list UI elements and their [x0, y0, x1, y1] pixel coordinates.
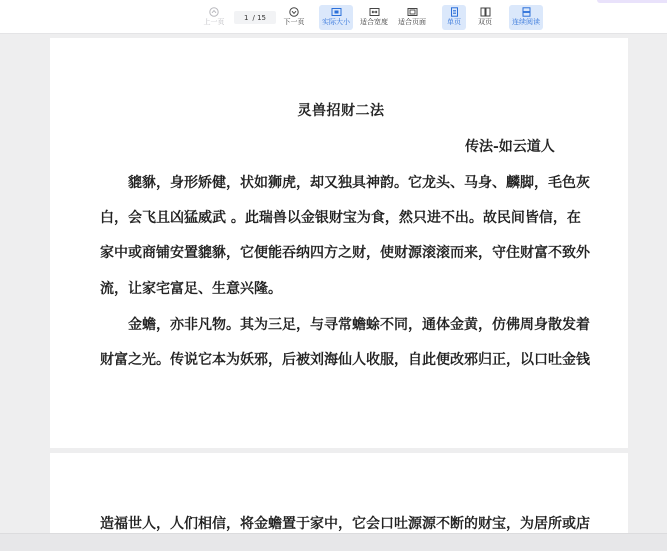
fit-width-label: 适合宽度 [360, 18, 388, 26]
double-page-icon [480, 7, 491, 17]
single-page-label: 单页 [447, 18, 461, 26]
prev-page-label: 上一页 [203, 18, 225, 26]
document-title: 灵兽招财二法 [297, 103, 385, 119]
fit-page-icon [407, 7, 418, 17]
page-indicator[interactable] [234, 11, 276, 24]
double-page-label: 双页 [478, 18, 492, 26]
reader-toolbar [0, 0, 667, 34]
next-page-button[interactable] [281, 5, 307, 30]
actual-size-label: 实际大小 [322, 18, 350, 26]
fit-width-icon [369, 7, 380, 17]
paragraph-line: 金蟾，亦非凡物。其为三足，与寻常蟾蜍不同，通体金黄，仿佛周身散发着 [100, 317, 590, 333]
fit-page-label: 适合页面 [398, 18, 426, 26]
single-page-icon [450, 7, 459, 17]
paragraph-line: 流，让家宅富足、生意兴隆。 [100, 281, 282, 297]
next-page-label: 下一页 [283, 18, 305, 26]
continuous-read-button[interactable] [509, 5, 543, 30]
single-page-button[interactable] [442, 5, 466, 30]
fit-page-button[interactable] [396, 5, 428, 30]
double-page-button[interactable] [473, 5, 497, 30]
arrow-down-circle-icon [289, 7, 299, 17]
total-pages: / 15 [252, 13, 266, 22]
current-page-input[interactable]: 1 [244, 13, 249, 22]
paragraph-line: 貔貅，身形矫健，状如狮虎，却又独具神韵。它龙头、马身、麟脚，毛色灰 [100, 175, 590, 191]
fit-width-button[interactable] [358, 5, 390, 30]
continuous-scroll-icon [521, 7, 532, 17]
actual-size-icon [331, 7, 342, 17]
paragraph-line: 财富之光。传说它本为妖邪，后被刘海仙人收服，自此便改邪归正，以口吐金钱 [100, 352, 590, 368]
paragraph-line: 造福世人，人们相信，将金蟾置于家中，它会口吐源源不断的财宝，为居所或店 [100, 516, 590, 532]
actual-size-button[interactable] [319, 5, 353, 30]
continuous-read-label: 连续阅读 [512, 18, 540, 26]
document-page-1 [50, 38, 628, 448]
paragraph-line: 家中或商铺安置貔貅，它便能吞纳四方之财，使财源滚滚而来，守住财富不致外 [100, 245, 590, 261]
prev-page-button[interactable] [201, 5, 227, 30]
paragraph-line: 白，会飞且凶猛威武 。此瑞兽以金银财宝为食，然只进不出。故民间皆信，在 [100, 210, 581, 226]
arrow-up-circle-icon [209, 7, 219, 17]
corner-accent [597, 0, 667, 3]
document-author: 传法-如云道人 [465, 139, 555, 155]
bottom-status-bar [0, 533, 667, 551]
